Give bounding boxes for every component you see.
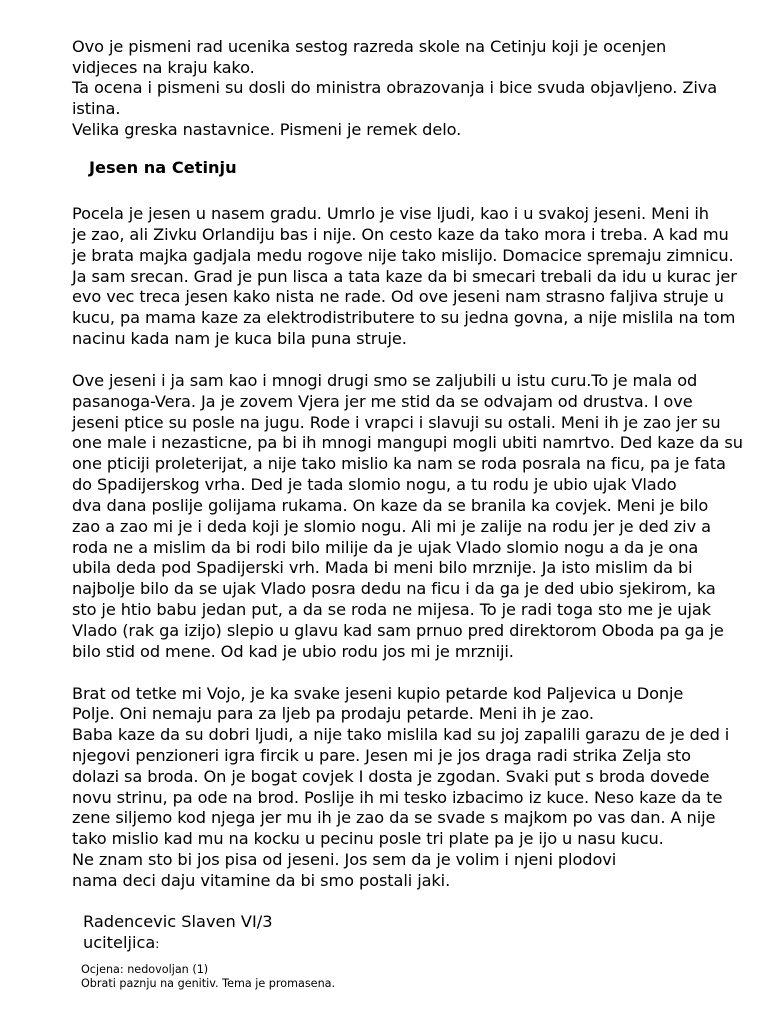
teacher-label-text: uciteljica [83, 933, 156, 952]
paragraph-line: Vlado (rak ga izijo) slepio u glavu kad sam prnuo pred direktorom Oboda pa ga je [72, 621, 724, 640]
paragraph-line: nacinu kada nam je kuca bila puna struje. [72, 329, 407, 348]
essay-title: Jesen na Cetinju [89, 158, 237, 177]
grade-comment: Obrati paznju na genitiv. Tema je promasena. [81, 977, 336, 990]
paragraph-line: tako mislio kad mu na kocku u pecinu posle tri plate pa je ijo u nasu kucu. [72, 829, 664, 848]
paragraph-line: one male i nezasticne, pa bi ih mnogi mangupi mogli ubiti namrtvo. Ded kaze da su [72, 433, 743, 452]
paragraph-line: pasanoga-Vera. Ja je zovem Vjera jer me stid da se odvajam od drustva. I ove [72, 392, 693, 411]
paragraph-line: najbolje bilo da se ujak Vlado posra dedu na ficu i da ga je ded ubio sjekirom, ka [72, 579, 716, 598]
paragraph-line: jeseni ptice su posle na jugu. Rode i vrapci i slavuji su ostali. Meni ih je zao jer su [72, 413, 721, 432]
paragraph-line: njegovi penzioneri igra fircik u pare. Jesen mi je jos draga radi strika Zelja sto [72, 746, 691, 765]
paragraph-line: je zao, ali Zivku Orlandiju bas i nije. On cesto kaze da tako mora i treba. A kad mu [72, 225, 729, 244]
paragraph-line: Ja sam srecan. Grad je pun lisca a tata kaze da bi smecari trebali da idu u kurac jer [72, 267, 737, 286]
paragraph-line: kucu, pa mama kaze za elektrodistributere to su jedna govna, a nije mislila na tom [72, 308, 736, 327]
paragraph-line: one pticiji proleterijat, a nije tako mislio ka nam se roda posrala na ficu, pa je fata [72, 454, 726, 473]
paragraph-line: Brat od tetke mi Vojo, je ka svake jeseni kupio petarde kod Paljevica u Donje [72, 684, 684, 703]
paragraph-line: dva dana poslije golijama rukama. On kaze da se branila ka covjek. Meni je bilo [72, 496, 709, 515]
teacher-label [83, 933, 159, 952]
paragraph-line: sto je htio babu jedan put, a da se roda ne mijesa. To je radi toga sto me je ujak [72, 600, 711, 619]
intro-line: vidjeces na kraju kako. [72, 58, 255, 77]
paragraph-line: roda ne a mislim da bi rodi bilo milije da je ujak Vlado slomio nogu a da je ona [72, 538, 699, 557]
paragraph-line: Baba kaze da su dobri ljudi, a nije tako mislila kad su joj zapalili garazu de je ded i [72, 725, 730, 744]
paragraph-line: je brata majka gadjala medu rogove nije tako mislijo. Domacice spremaju zimnicu. [72, 246, 734, 265]
paragraph-line: ubila deda pod Spadijerski vrh. Mada bi meni bilo mrznije. Ja isto mislim da bi [72, 558, 693, 577]
paragraph-line: zene siljemo kod njega jer mu ih je zao da se svade s majkom po vas dan. A nije [72, 808, 716, 827]
paragraph-line: bilo stid od mene. Od kad je ubio rodu jos mi je mrzniji. [72, 642, 514, 661]
paragraph-line: zao a zao mi je i deda koji je slomio nogu. Ali mi je zalije na rodu jer je ded ziv a [72, 517, 711, 536]
paragraph-line: Ove jeseni i ja sam kao i mnogi drugi smo se zaljubili u istu curu.To je mala od [72, 371, 698, 390]
student-name: Radencevic Slaven VI/3 [83, 912, 273, 931]
paragraph-line: dolazi sa broda. On je bogat covjek I dosta je zgodan. Svaki put s broda dovede [72, 767, 710, 786]
grade-line: Ocjena: nedovoljan (1) [81, 963, 209, 976]
paragraph-line: Ne znam sto bi jos pisa od jeseni. Jos sem da je volim i njeni plodovi [72, 850, 617, 869]
intro-line: Ta ocena i pismeni su dosli do ministra obrazovanja i bice svuda objavljeno. Ziva [72, 78, 718, 97]
intro-line: istina. [72, 99, 121, 118]
paragraph-line: Pocela je jesen u nasem gradu. Umrlo je vise ljudi, kao i u svakoj jeseni. Meni ih [72, 204, 709, 223]
paragraph-line: evo vec treca jesen kako nista ne rade. Od ove jeseni nam strasno faljiva struje u [72, 287, 724, 306]
intro-line: Ovo je pismeni rad ucenika sestog razreda skole na Cetinju koji je ocenjen [72, 37, 667, 56]
paragraph-line: nama deci daju vitamine da bi smo postali jaki. [72, 871, 451, 890]
paragraph-line: do Spadijerskog vrha. Ded je tada slomio nogu, a tu rodu je ubio ujak Vlado [72, 475, 677, 494]
teacher-label-colon: : [155, 937, 160, 951]
paragraph-line: Polje. Oni nemaju para za ljeb pa prodaju petarde. Meni ih je zao. [72, 704, 594, 723]
intro-line: Velika greska nastavnice. Pismeni je remek delo. [72, 120, 462, 139]
paragraph-line: novu strinu, pa ode na brod. Poslije ih mi tesko izbacimo iz kuce. Neso kaze da te [72, 788, 723, 807]
